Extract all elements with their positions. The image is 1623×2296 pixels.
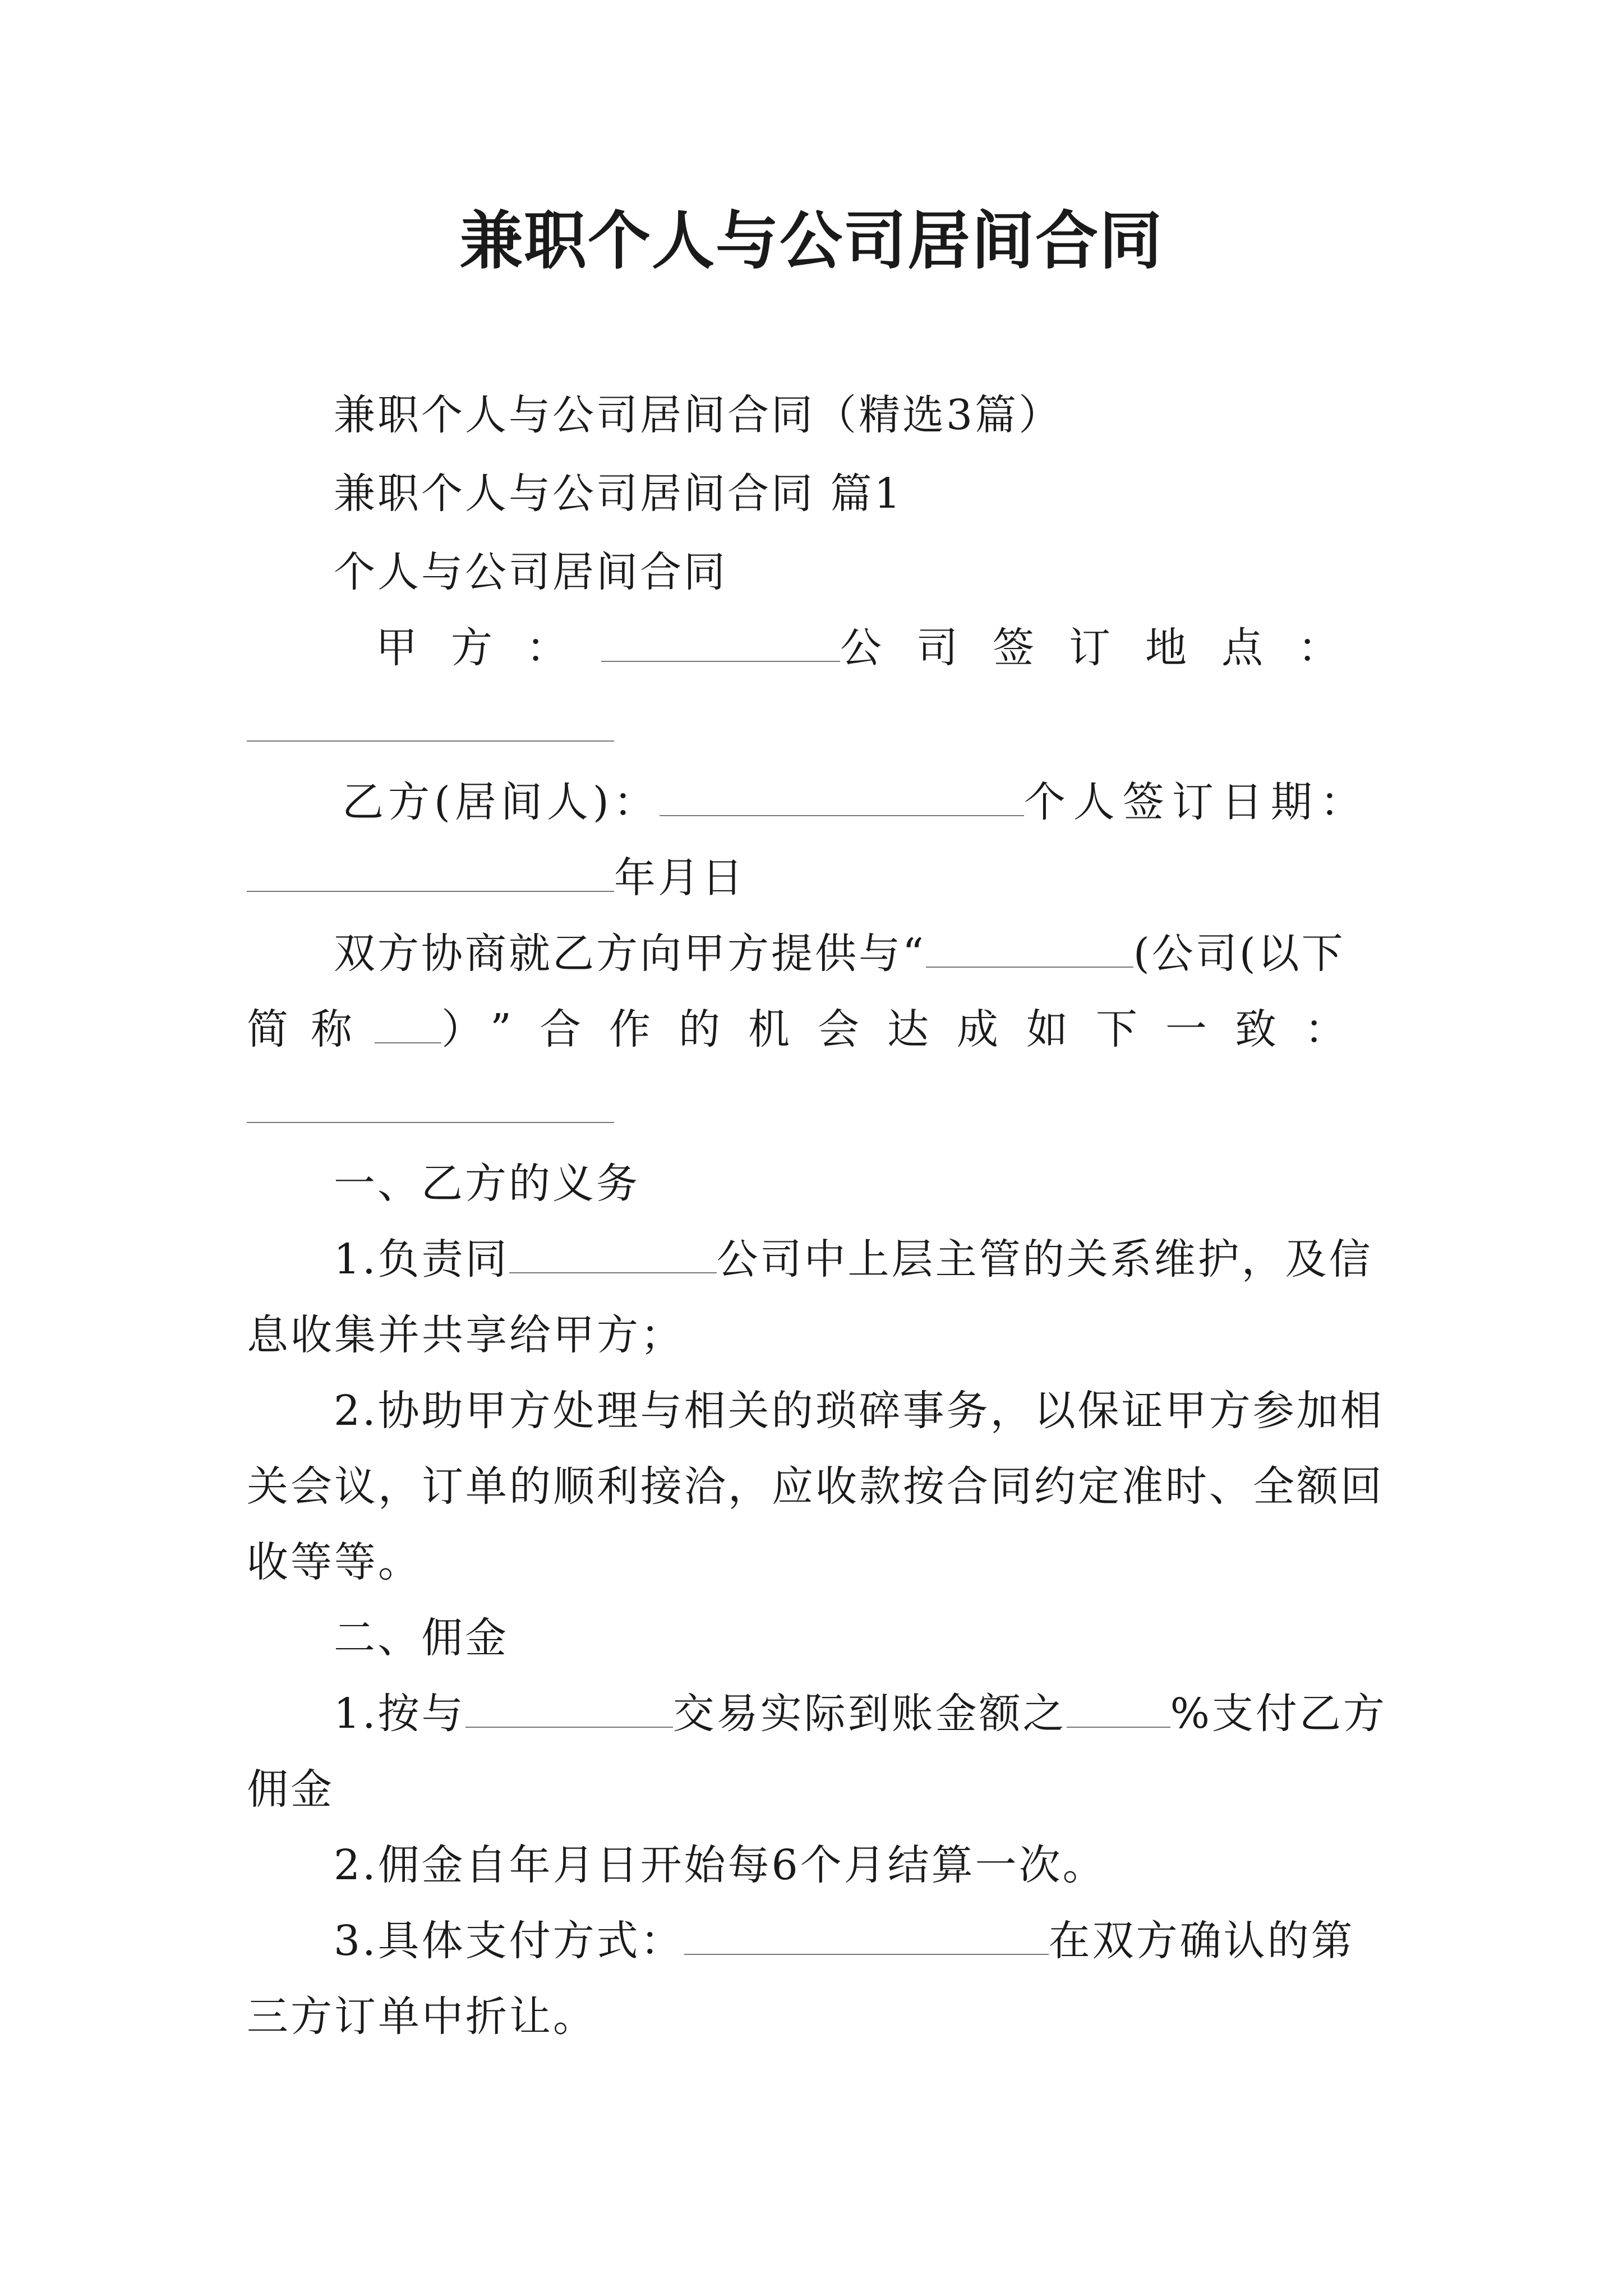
section2-item3 — [334, 1910, 1355, 1972]
place-label: 公司签订地点： — [840, 624, 1374, 672]
section2-item3-cont: 三方订单中折让。 — [247, 1993, 597, 2041]
section1-item2-cont1: 关会议，订单的顺利接洽，应收款按合同约定准时、全额回 — [247, 1462, 1384, 1511]
section2-item3-blank[interactable] — [684, 1911, 1049, 1955]
preamble-blank2[interactable] — [375, 1000, 441, 1043]
section2-item1-b: 交易实际到账金额之 — [672, 1690, 1067, 1738]
contract-name: 个人与公司居间合同 — [334, 548, 727, 596]
section1-item1-b: 公司中上层主管的关系维护，及信 — [716, 1235, 1373, 1283]
date-blank[interactable] — [247, 848, 614, 892]
section2-item1-cont: 佣金 — [247, 1765, 334, 1814]
date-label: 个人签订日期： — [1023, 778, 1370, 826]
section2-item1-a: 1.按与 — [334, 1690, 465, 1738]
party-a-row — [376, 617, 1374, 679]
section1-item1-cont: 息收集并共享给甲方； — [247, 1311, 684, 1359]
date-suffix: 年月日 — [614, 854, 745, 902]
party-b-label: 乙方(居间人)： — [342, 778, 660, 826]
preamble-line2 — [247, 999, 1374, 1060]
date-row — [247, 847, 745, 909]
section1-item1-blank[interactable] — [509, 1230, 717, 1273]
section1-item2-cont2: 收等等。 — [247, 1538, 422, 1586]
section2-item1 — [334, 1683, 1387, 1745]
place-blank[interactable] — [247, 740, 614, 742]
section2-item3-a: 3.具体支付方式： — [334, 1917, 684, 1965]
section2-item2: 2.佣金自年月日开始每6个月结算一次。 — [334, 1841, 1106, 1889]
section1-item1-a: 1.负责同 — [334, 1235, 509, 1283]
section1-item1 — [334, 1228, 1373, 1290]
section1-heading: 一、乙方的义务 — [334, 1159, 640, 1208]
section2-item1-blank2[interactable] — [1067, 1684, 1170, 1728]
party-b-blank[interactable] — [660, 772, 1024, 816]
document-title: 兼职个人与公司居间合同 — [460, 204, 1163, 278]
party-b-row — [342, 771, 1370, 833]
section2-item1-blank1[interactable] — [465, 1684, 673, 1728]
section2-item3-b: 在双方确认的第 — [1048, 1917, 1355, 1965]
preamble-part2: (公司(以下 — [1133, 930, 1345, 978]
preamble-blank1[interactable] — [926, 924, 1133, 968]
subtitle: 兼职个人与公司居间合同（精选3篇） — [334, 391, 1063, 439]
party-a-label: 甲方： — [376, 624, 601, 672]
preamble-part4: ）”合作的机会达成如下一致： — [441, 1005, 1374, 1053]
preamble-part3: 简称 — [247, 1005, 375, 1053]
preamble-blank3[interactable] — [247, 1122, 614, 1123]
article-heading: 兼职个人与公司居间合同 篇1 — [334, 470, 903, 518]
section2-item1-c: %支付乙方 — [1170, 1690, 1387, 1738]
party-a-blank[interactable] — [601, 618, 840, 662]
preamble-part1: 双方协商就乙方向甲方提供与“ — [334, 930, 926, 978]
preamble-line1 — [334, 923, 1345, 984]
section2-heading: 二、佣金 — [334, 1614, 509, 1662]
section1-item2: 2.协助甲方处理与相关的琐碎事务，以保证甲方参加相 — [334, 1387, 1384, 1435]
